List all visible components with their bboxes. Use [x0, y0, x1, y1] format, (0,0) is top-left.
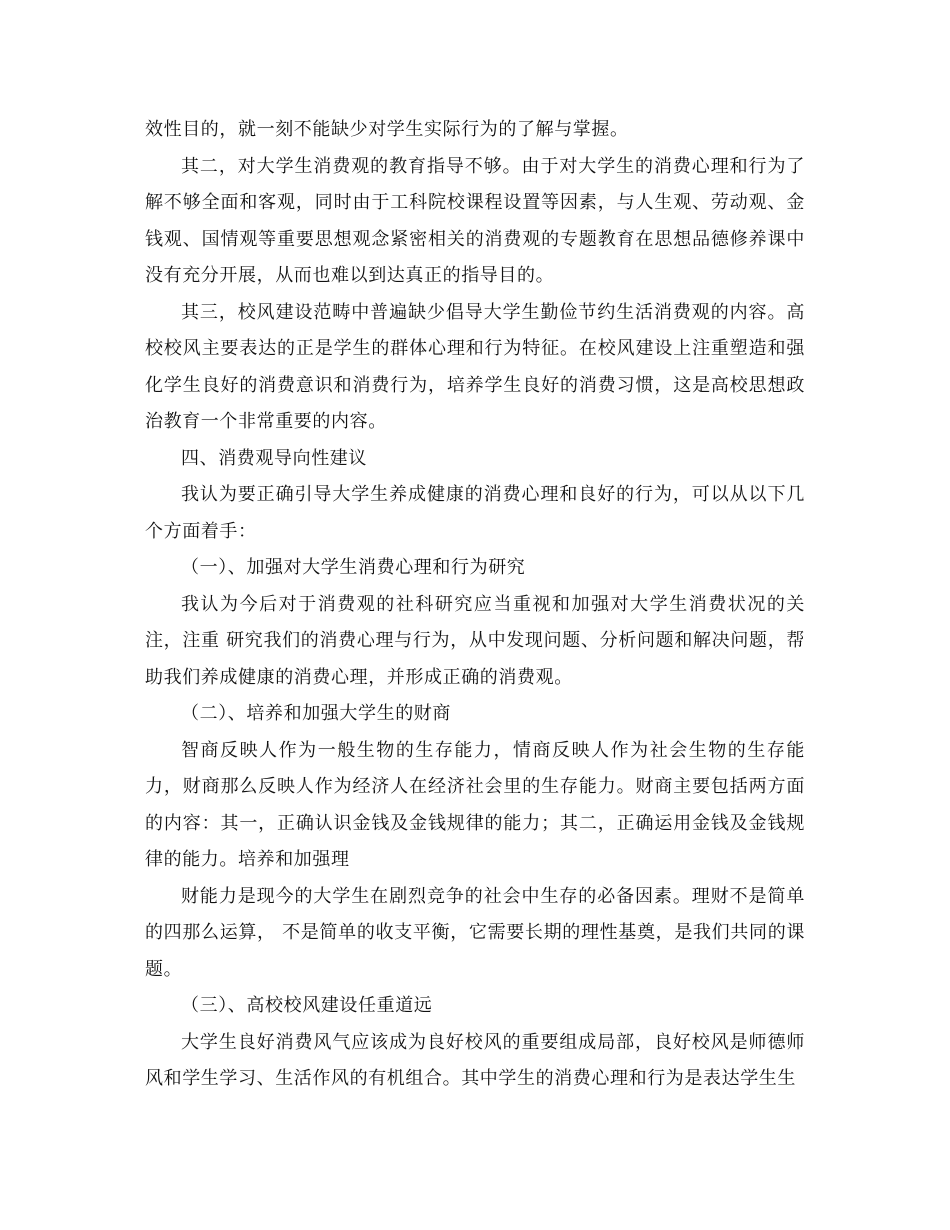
paragraph-2: 其二，对大学生消费观的教育指导不够。由于对大学生的消费心理和行为了解不够全面和客观，同时由于工科院校课程设置等因素，与人生观、劳动观、金钱观、国情观等重要思想观念紧密相关的消费观的专题教育在思想品德修养课中没有充分开展，从而也难以到达真正的指导目的。 — [145, 155, 805, 286]
paragraph-12: 大学生良好消费风气应该成为良好校风的重要组成局部，良好校风是师德师风和学生学习、生活作风的有机组合。其中学生的消费心理和行为是表达学生生 — [145, 1031, 805, 1089]
paragraph-10: 财能力是现今的大学生在剧烈竞争的社会中生存的必备因素。理财不是简单的四那么运算， 不是简单的收支平衡，它需要长期的理性基奠，是我们共同的课题。 — [145, 885, 805, 980]
section-heading-4: 四、消费观导向性建议 — [181, 447, 367, 469]
paragraph-5: 我认为要正确引导大学生养成健康的消费心理和良好的行为，可以从以下几个方面着手： — [145, 484, 805, 542]
paragraph-9: 智商反映人作为一般生物的生存能力，情商反映人作为社会生物的生存能力，财商那么反映人作为经济人在经济社会里的生存能力。财商主要包括两方面的内容：其一，正确认识金钱及金钱规律的能力；其二，正确运用金钱及金钱规律的能力。培养和加强理 — [145, 739, 805, 870]
subheading-2: （二）、培养和加强大学生的财商 — [181, 703, 451, 724]
subheading-1: （一）、加强对大学生消费心理和行为研究 — [181, 557, 526, 578]
paragraph-3: 其三，校风建设范畴中普遍缺少倡导大学生勤俭节约生活消费观的内容。高校校风主要表达的正是学生的群体心理和行为特征。在校风建设上注重塑造和强化学生良好的消费意识和消费行为，培养学生良好的消费习惯，这是高校思想政治教育一个非常重要的内容。 — [145, 301, 805, 432]
paragraph-1: 效性目的，就一刻不能缺少对学生实际行为的了解与掌握。 — [145, 119, 629, 140]
document-page — [145, 112, 805, 1098]
subheading-3: （三）、高校校风建设任重道远 — [181, 995, 433, 1016]
paragraph-7: 我认为今后对于消费观的社科研究应当重视和加强对大学生消费状况的关注，注重 研究我们的消费心理与行为，从中发现问题、分析问题和解决问题，帮助我们养成健康的消费心理，并形成正确的消费观。 — [145, 593, 805, 688]
